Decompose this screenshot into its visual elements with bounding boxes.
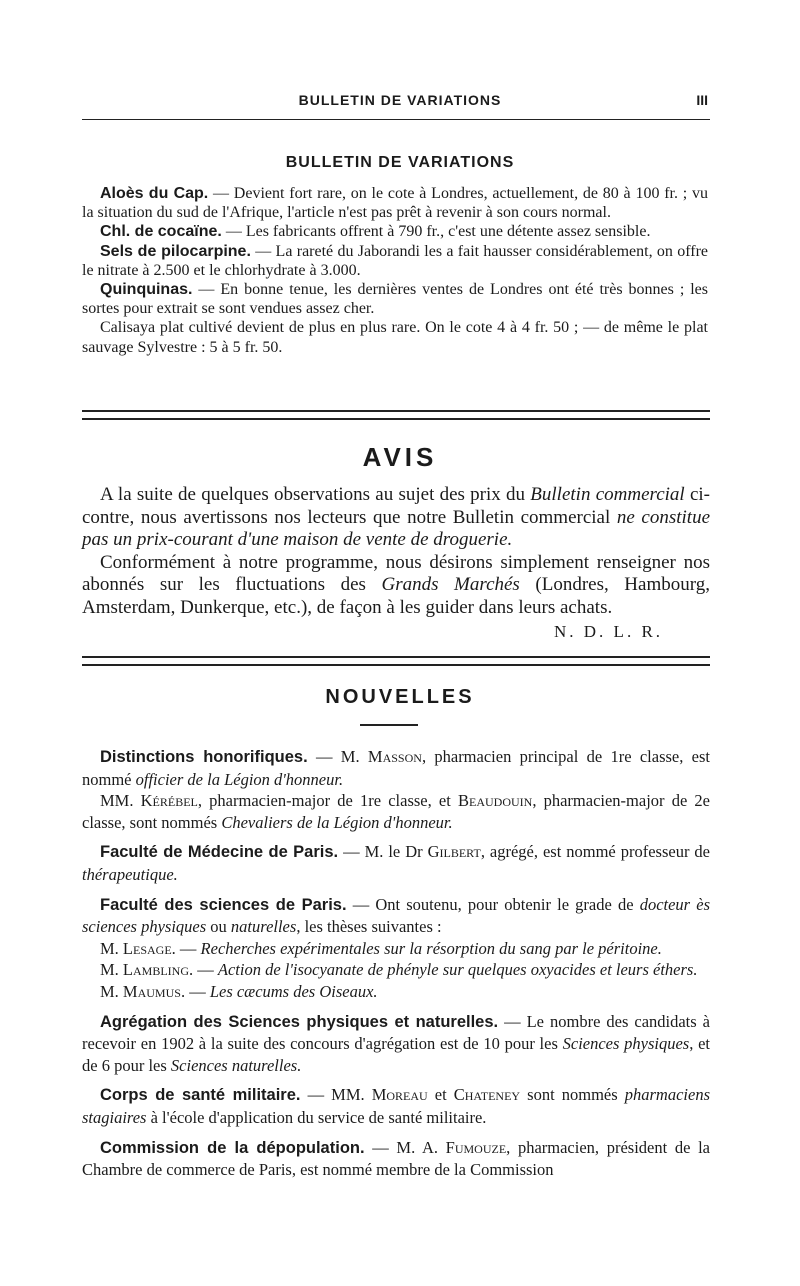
avis-paragraph-1 [82,484,710,552]
entry-text: — La rareté du Jaborandi les a fait hausser considérablement, on offre le nitrate à 2.500 et le chlorhydrate à 3.000. [82,242,709,279]
thesis-title: Les cæcums des Oiseaux. [209,981,378,1001]
person-name: Lesage [122,938,172,958]
person-name: Maumus [122,981,181,1001]
bulletin-section [82,184,708,357]
bulletin-entry-quinquinas [82,280,708,318]
news-text: , pharmacien, président de la Chambre de commerce de Paris, est nommé membre de la Commission [82,1137,711,1180]
news-text: à l'école d'application du service de santé militaire. [146,1107,487,1127]
news-text: . — [189,960,218,980]
bulletin-entry-pilocarpine [82,242,708,280]
person-name: Kérébel [140,791,198,811]
avis-text: (Londres, Hambourg, Amsterdam, Dunkerque, etc.), de façon à les guider dans leurs achats. [82,574,710,618]
news-text: . — [180,981,210,1001]
news-term: Corps de santé militaire. [100,1086,301,1105]
avis-italic: ne constitue pas un prix-courant d'une maison de vente de droguerie. [82,506,711,550]
news-text: — MM. [300,1085,372,1105]
news-text: M. [100,981,123,1001]
news-faculte-sciences [82,894,710,938]
news-text: sont nommés [520,1085,625,1105]
news-italic: officier de la Légion d'honneur. [135,769,344,789]
news-text: M. [100,960,123,980]
double-rule [82,656,710,666]
person-name: Lambling [122,960,189,980]
entry-text: — Les fabricants offrent à 790 fr., c'est une détente assez sensible. [225,223,651,241]
news-term: Faculté de Médecine de Paris. [100,843,339,862]
running-header [0,92,800,112]
news-text: et [427,1085,454,1105]
person-name: Gilbert [427,842,481,862]
person-name: Fumouze [445,1137,507,1157]
page-number: III [696,92,708,108]
nouvelles-title: NOUVELLES [325,686,475,708]
news-term: Distinctions honorifiques. [100,748,308,766]
news-corps-sante [82,1084,710,1128]
news-italic: pharmaciens stagiaires [82,1085,710,1127]
bulletin-calisaya: Calisaya plat cultivé devient de plus en plus rare. On le cote 4 à 4 fr. 50 ; — de même le plat sauvage Sylvestre : 5 à 5 fr. 50. [82,319,708,356]
news-text: , et de 6 pour les [82,1034,710,1075]
news-text: . — [171,938,201,958]
news-text: — Le nombre des candidats à recevoir en 1902 à la suite des concours d'agrégation est de 10 pour les [82,1011,710,1054]
news-depopulation [82,1137,710,1181]
news-italic: Sciences naturelles. [170,1055,302,1075]
entry-term: Aloès du Cap. [100,185,209,202]
news-agregation [82,1011,710,1077]
news-text: — M. le Dr [338,842,428,862]
news-italic: Sciences physiques [562,1034,690,1054]
avis-text: Conformément à notre programme, nous désirons simplement renseigner nos abonnés sur les fluctuations des [82,551,710,595]
bulletin-entry-cocaine [82,222,708,241]
person-name: Beaudouin [457,791,533,811]
person-name: Moreau [371,1085,428,1105]
entry-text: — Devient fort rare, on le cote à Londres, actuellement, de 80 à 100 fr. ; vu la situation du sud de l'Afrique, l'article n'est pas prêt à revenir à son cours normal. [82,185,708,222]
person-name: Masson [367,747,422,766]
news-faculte-medecine [82,841,710,885]
double-rule [82,410,710,420]
news-text: ou [206,917,231,937]
news-distinctions [82,746,710,790]
news-text: — Ont soutenu, pour obtenir le grade de [346,894,640,914]
news-text: — M. A. [364,1137,446,1157]
avis-italic: Grands Marchés [381,574,520,595]
news-distinctions-2 [82,790,710,833]
nouvelles-section [82,746,710,1181]
entry-term: Chl. de cocaïne. [100,223,222,241]
avis-italic: Bulletin commercial [530,484,685,505]
bulletin-entry-aloes [82,184,708,222]
news-italic: docteur ès sciences physiques [82,894,710,937]
avis-text: ci-contre, nous avertissons nos lecteurs que notre Bulletin commercial [82,484,710,528]
avis-paragraph-2 [82,552,710,620]
thesis-title: Action de l'isocyanate de phényle sur quelques oxyacides et leurs éthers. [217,960,698,980]
avis-text: A la suite de quelques observations au sujet des prix du [100,484,531,505]
news-italic: thérapeutique. [82,864,178,884]
bulletin-title: BULLETIN DE VARIATIONS [285,154,515,171]
news-text: , les thèses suivantes : [296,917,442,937]
running-title: BULLETIN DE VARIATIONS [298,92,502,108]
thesis-title: Recherches expérimentales sur la résorption du sang par le péritoine. [200,938,662,958]
news-text: , pharmacien-major de 1re classe, et [197,791,458,811]
entry-text: — En bonne tenue, les dernières ventes de Londres ont été très bonnes ; les sortes pour extrait se sont vendues assez cher. [82,281,709,318]
news-text: , pharmacien principal de 1re classe, est nommé [82,747,710,789]
news-italic: Chevaliers de la Légion d'honneur. [221,812,453,832]
news-term: Agrégation des Sciences physiques et naturelles. [100,1012,499,1031]
entry-term: Sels de pilocarpine. [100,242,251,260]
avis-title: AVIS [362,442,438,472]
news-term: Faculté des sciences de Paris. [100,895,347,914]
thesis-item [82,938,710,960]
avis-section [82,484,710,619]
news-text: M. [100,938,123,958]
thesis-item [82,959,710,981]
entry-term: Quinquinas. [100,281,193,299]
person-name: Chateney [453,1085,521,1105]
news-text: MM. [100,791,141,811]
news-text: , pharmacien-major de 2e classe, sont nommés [82,791,711,832]
title-underline [360,724,418,726]
header-rule [82,119,710,120]
news-italic: naturelles [230,917,297,937]
news-text: — M. [307,747,368,766]
avis-signature: N. D. L. R. [554,622,664,641]
news-text: , agrégé, est nommé professeur de [480,842,710,862]
news-term: Commission de la dépopulation. [100,1138,365,1157]
thesis-item [82,981,710,1003]
